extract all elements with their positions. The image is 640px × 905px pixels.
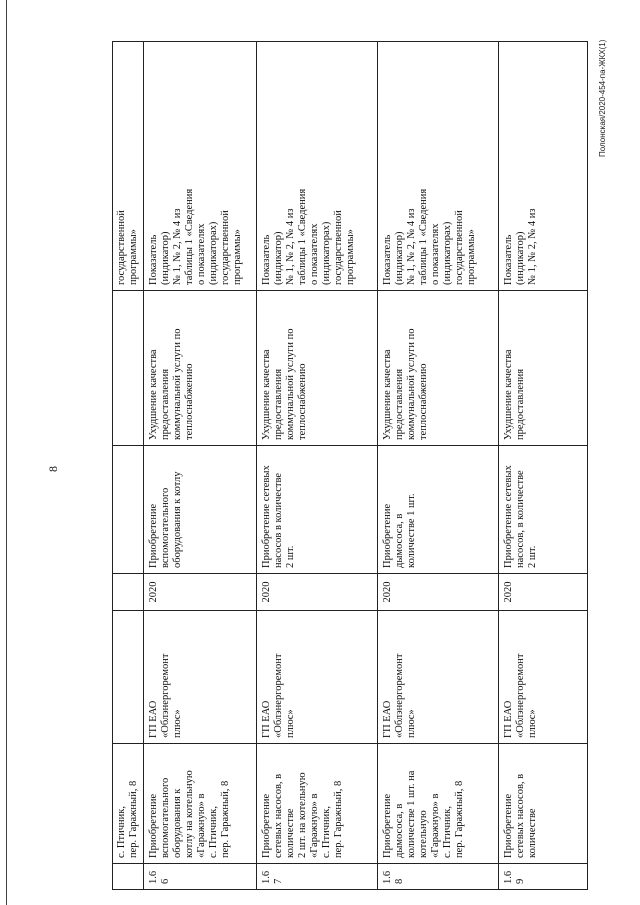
footer-code: Полонская/2020-454-па-ЖКХ(1): [598, 39, 607, 157]
page-number: 8: [46, 466, 60, 472]
cell-indicator: Показатель (индикатор) № 1, № 2, № 4 из таблицы 1 «Сведения о показателях (индикаторах) государственной программы»: [144, 42, 257, 291]
cell-indicator: Показатель (индикатор) № 1, № 2, № 4 из: [499, 42, 588, 291]
cell-year: [113, 574, 144, 611]
cell-organization: ГП ЕАО «Облэнергоремонт плюс»: [144, 611, 257, 744]
table-row: [257, 42, 378, 890]
cell-num: [113, 864, 144, 890]
cell-organization: [113, 611, 144, 744]
cell-organization: ГП ЕАО «Облэнергоремонт плюс»: [378, 611, 499, 744]
cell-object: с. Птичник, пер. Гаражный, 8: [113, 744, 144, 864]
table-row: [144, 42, 257, 890]
table-row-continuation: [113, 42, 144, 890]
cell-year: 2020: [257, 574, 378, 611]
cell-work: Приобретение вспомогательного оборудования к котлу: [144, 446, 257, 574]
cell-num: 1.69: [499, 864, 588, 890]
cell-organization: ГП ЕАО «Облэнергоремонт плюс»: [499, 611, 588, 744]
program-table: [112, 41, 588, 890]
cell-consequences: Ухудшение качества предоставления: [499, 291, 588, 446]
cell-year: 2020: [378, 574, 499, 611]
cell-indicator: Показатель (индикатор) № 1, № 2, № 4 из таблицы 1 «Сведения о показателях (индикаторах) государственной программы»: [378, 42, 499, 291]
cell-object: Приобретение сетевых насосов, в количестве 2 шт. на котельную «Гаражную» в с. Птичник, пер. Гаражный, 8: [257, 744, 378, 864]
cell-object: Приобретение сетевых насосов, в количестве: [499, 744, 588, 864]
footer-line: [6, 0, 7, 905]
cell-work: [113, 446, 144, 574]
cell-year: 2020: [499, 574, 588, 611]
table-row: [499, 42, 588, 890]
cell-work: Приобретение дымососа, в количестве 1 шт.: [378, 446, 499, 574]
cell-indicator: государственной программы»: [113, 42, 144, 291]
cell-num: 1.67: [257, 864, 378, 890]
cell-num: 1.66: [144, 864, 257, 890]
cell-consequences: Ухудшение качества предоставления коммунальной услуги по теплоснабжению: [144, 291, 257, 446]
cell-num: 1.68: [378, 864, 499, 890]
cell-year: 2020: [144, 574, 257, 611]
cell-work: Приобретение сетевых насосов, в количестве 2 шт.: [499, 446, 588, 574]
cell-object: Приобретение вспомогательного оборудования к котлу на котельную «Гаражную» в с. Птичник, пер. Гаражный, 8: [144, 744, 257, 864]
cell-indicator: Показатель (индикатор) № 1, № 2, № 4 из таблицы 1 «Сведения о показателях (индикаторах) государственной программы»: [257, 42, 378, 291]
table-row: [378, 42, 499, 890]
cell-consequences: Ухудшение качества предоставления коммунальной услуги по теплоснабжению: [378, 291, 499, 446]
cell-organization: ГП ЕАО «Облэнергоремонт плюс»: [257, 611, 378, 744]
cell-work: Приобретение сетевых насосов в количестве 2 шт.: [257, 446, 378, 574]
cell-object: Приобретение дымососа, в количестве 1 шт. на котельную «Гаражную» в с. Птичник, пер. Гаражный, 8: [378, 744, 499, 864]
cell-consequences: Ухудшение качества предоставления коммунальной услуги по теплоснабжению: [257, 291, 378, 446]
cell-consequences: [113, 291, 144, 446]
